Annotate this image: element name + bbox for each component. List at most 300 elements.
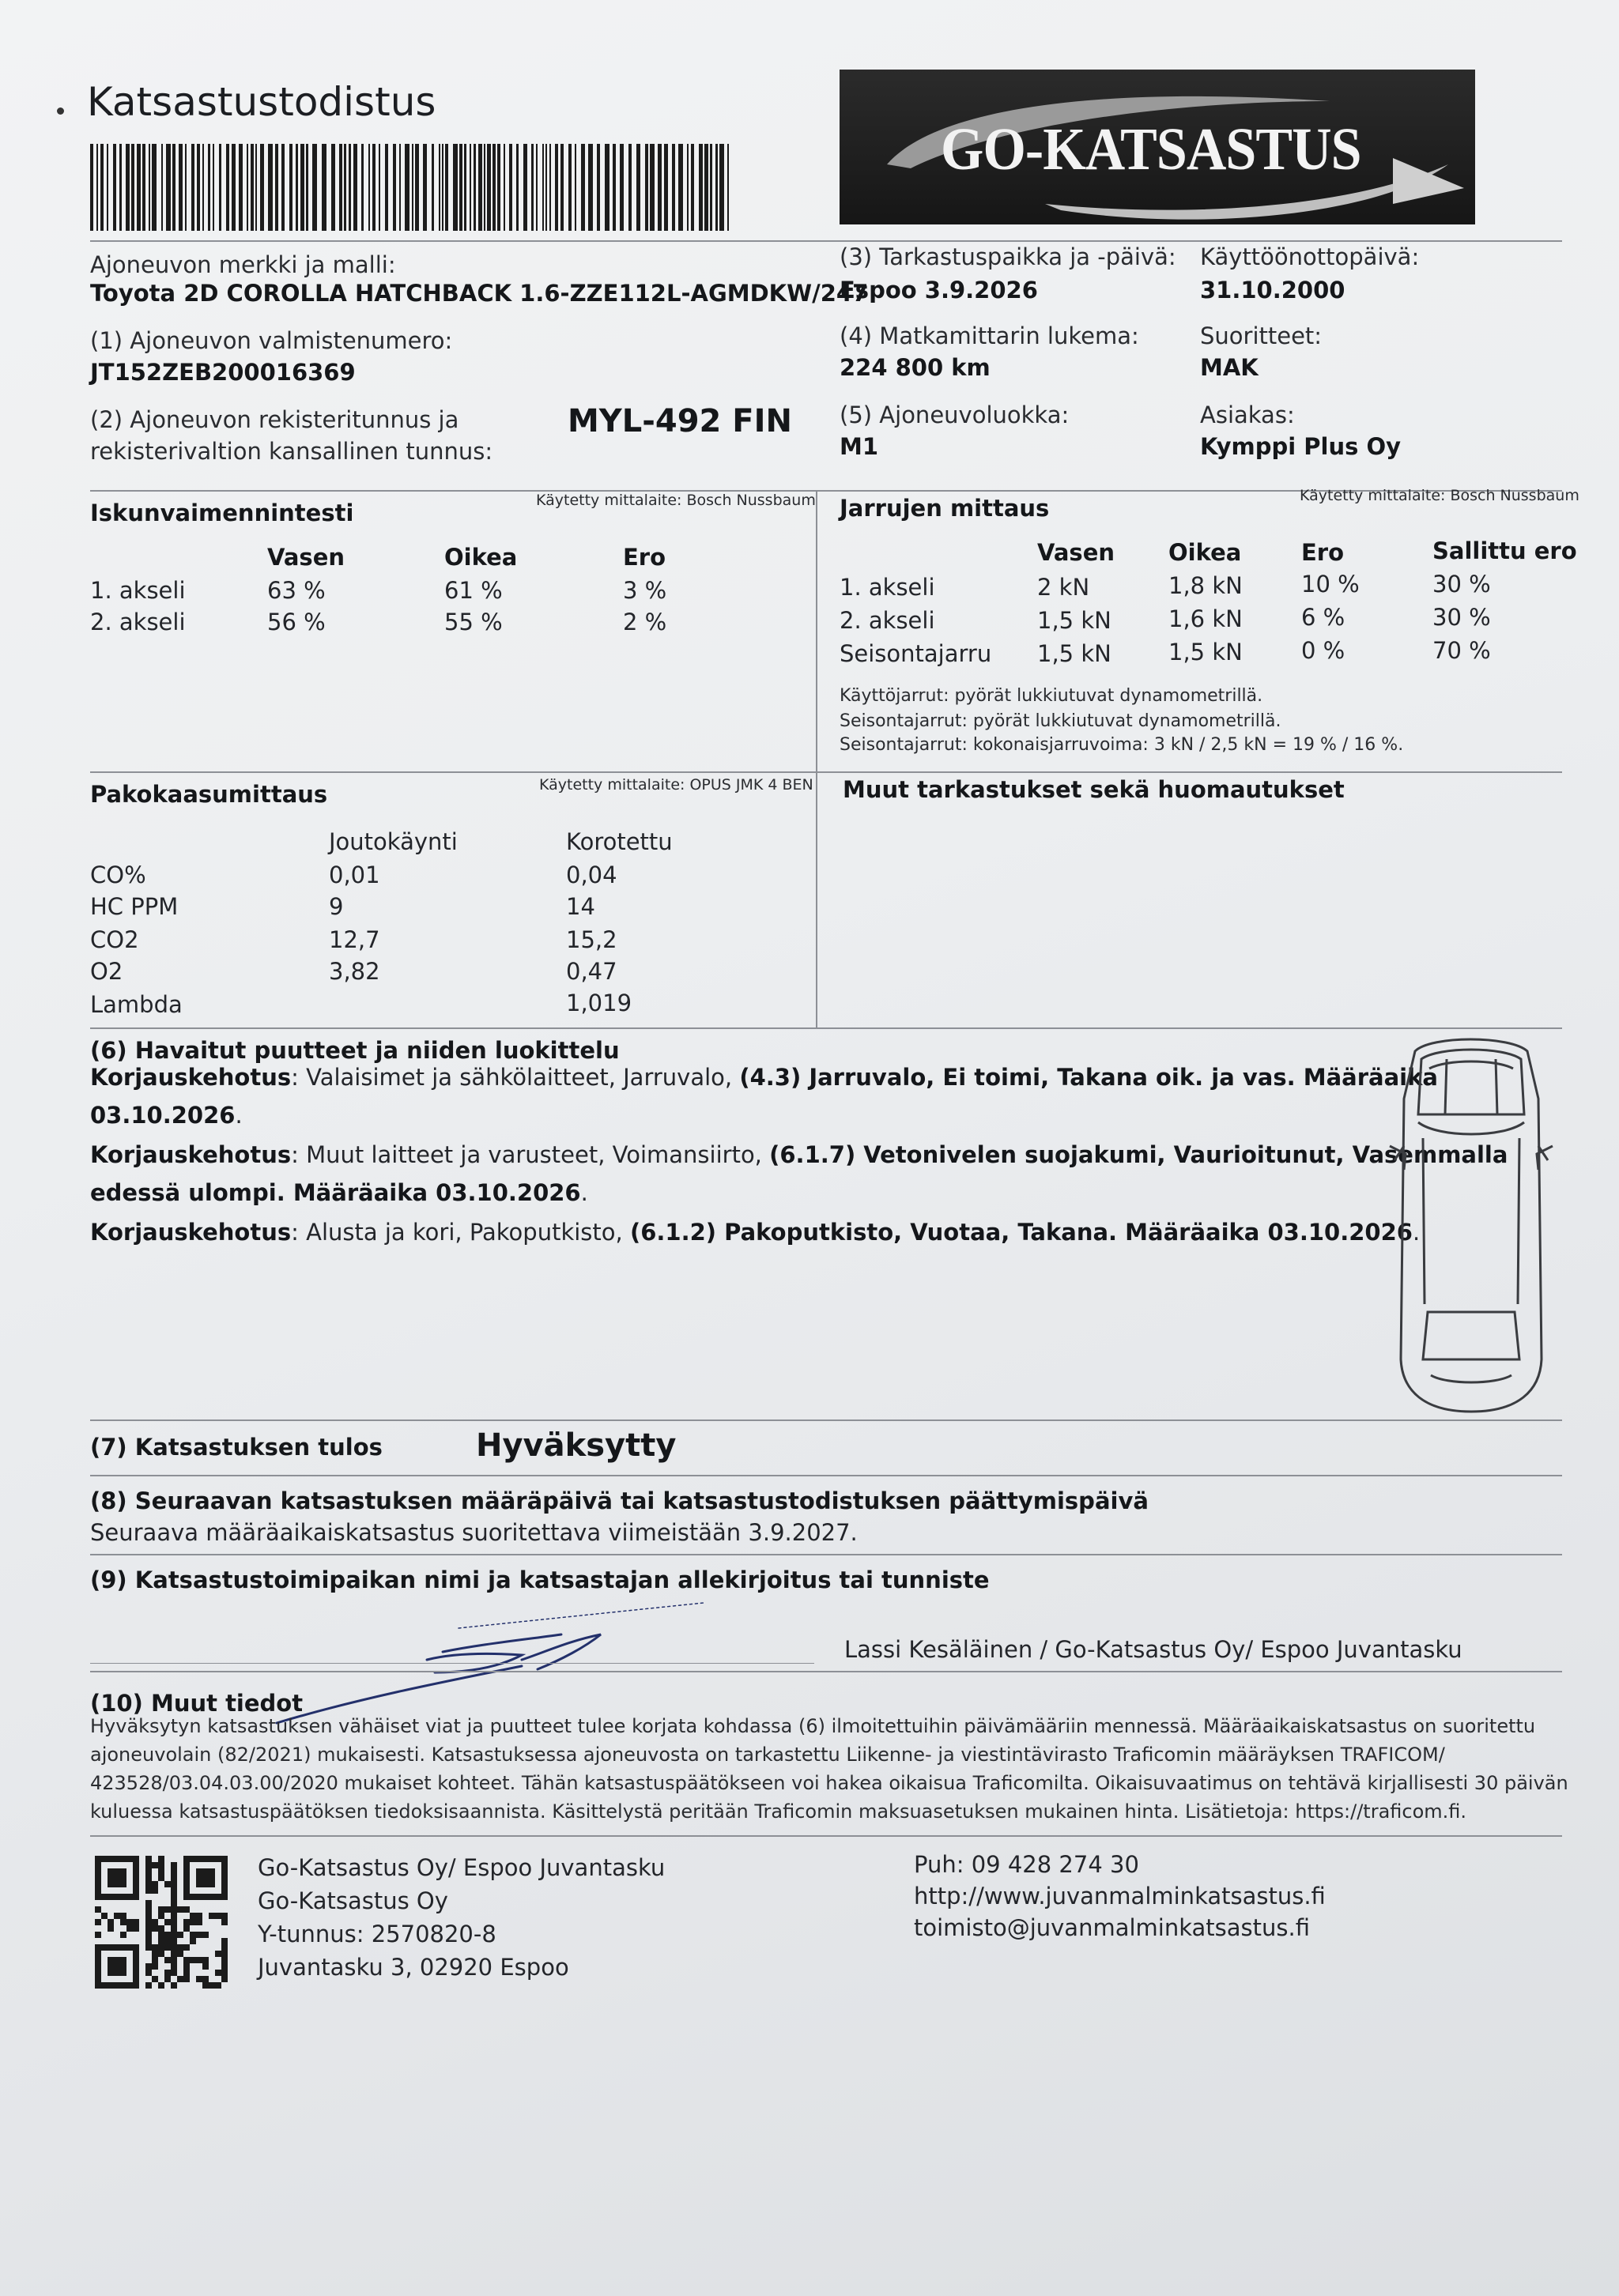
barcode-bar <box>442 144 443 231</box>
qr-module <box>95 1894 139 1900</box>
table-cell: 56 % <box>267 609 326 635</box>
qr-module <box>145 1963 152 1970</box>
table-row-label: Lambda <box>90 991 183 1018</box>
qr-module <box>152 1963 158 1970</box>
qr-module <box>183 1925 190 1932</box>
qr-module <box>221 1856 228 1900</box>
qr-module <box>145 1881 152 1887</box>
shock-header-left: Vasen <box>267 544 345 571</box>
barcode-bar <box>393 144 396 231</box>
place-label: (3) Tarkastuspaikka ja -päivä: <box>840 243 1176 270</box>
footer-phone: Puh: 09 428 274 30 <box>914 1851 1139 1878</box>
defect-text: : Valaisimet ja sähkölaitteet, Jarruvalo, <box>291 1064 740 1091</box>
barcode-bar <box>478 144 482 231</box>
barcode-bar <box>219 144 221 231</box>
defect-line <box>90 1141 1508 1168</box>
table-cell: 12,7 <box>329 926 380 953</box>
table-cell: 30 % <box>1432 604 1491 631</box>
qr-module <box>171 1970 177 1976</box>
barcode-bar <box>497 144 500 231</box>
barcode-bar <box>202 144 204 231</box>
barcode-bar <box>126 144 130 231</box>
table-cell: 1,5 kN <box>1037 607 1111 634</box>
defect-bold-text: Korjauskehotus <box>90 1219 292 1246</box>
other-info-line: Hyväksytyn katsastuksen vähäiset viat ja puutteet tulee korjata kohdassa (6) ilmoitettuihin päivämääriin mennessä. Määräaikaiskatsastus on suoritettu <box>90 1715 1536 1737</box>
next-inspection-text: Seuraava määräaikaiskatsastus suoritettava viimeistään 3.9.2027. <box>90 1519 858 1546</box>
barcode-bar <box>255 144 257 231</box>
defect-bold-text: (6.1.7) Vetonivelen suojakumi, Vaurioitunut, Vasemmalla <box>769 1141 1508 1168</box>
qr-module <box>95 1919 101 1925</box>
qr-module <box>177 1906 183 1913</box>
barcode-bar <box>275 144 278 231</box>
barcode-bar <box>191 144 194 231</box>
customer-label: Asiakas: <box>1200 402 1295 428</box>
table-cell: 15,2 <box>566 926 617 953</box>
defect-bold-text: (6.1.2) Pakoputkisto, Vuotaa, Takana. Määräaika 03.10.2026 <box>629 1219 1413 1246</box>
barcode-bar <box>322 144 326 231</box>
qr-module <box>215 1951 221 1957</box>
make-model-value: Toyota 2D COROLLA HATCHBACK 1.6-ZZE112L-AGMDKW/247 <box>90 280 869 307</box>
footer-company-line: Y-tunnus: 2570820-8 <box>258 1921 496 1947</box>
qr-module <box>171 1957 177 1963</box>
qr-module <box>158 1932 164 1938</box>
result-value: Hyväksytty <box>476 1427 677 1464</box>
barcode-bar <box>509 144 512 231</box>
qr-module <box>133 1919 139 1925</box>
qr-module <box>209 1982 215 1989</box>
qr-module <box>183 1944 190 1951</box>
table-cell: 9 <box>329 893 344 920</box>
barcode-bar <box>247 144 248 231</box>
footer-company-line: Go-Katsastus Oy/ Espoo Juvantasku <box>258 1854 666 1881</box>
qr-module <box>221 1970 228 1976</box>
table-row-label: 2. akseli <box>90 609 186 635</box>
brakes-title: Jarrujen mittaus <box>840 495 1050 522</box>
barcode-bar <box>208 144 210 231</box>
qr-module <box>95 1856 139 1862</box>
qr-module <box>145 1938 152 1944</box>
qr-module <box>190 1938 196 1944</box>
exhaust-header-idle: Joutokäynti <box>329 828 458 855</box>
defect-bold-text: Korjauskehotus <box>90 1064 292 1091</box>
qr-module <box>164 1906 171 1913</box>
barcode-bar <box>484 144 485 231</box>
barcode-bar <box>349 144 351 231</box>
qr-module <box>171 1963 177 1970</box>
qr-module <box>221 1976 228 1982</box>
barcode-bar <box>474 144 476 231</box>
barcode-bar <box>453 144 458 231</box>
qr-module <box>158 1982 164 1989</box>
shock-title: Iskunvaimennintesti <box>90 500 354 526</box>
qr-module <box>164 1919 171 1925</box>
qr-module <box>202 1976 209 1982</box>
barcode-bar <box>650 144 655 231</box>
defect-bold-text: (4.3) Jarruvalo, Ei toimi, Takana oik. ja vas. Määräaika <box>739 1064 1438 1091</box>
qr-module <box>183 1856 190 1900</box>
table-row-label: 1. akseli <box>90 577 186 604</box>
qr-module <box>171 1875 177 1881</box>
table-cell: 0,04 <box>566 861 617 888</box>
barcode-bar <box>575 144 576 231</box>
divider <box>90 240 1562 242</box>
divider <box>90 1835 1562 1837</box>
barcode-bar <box>423 144 427 231</box>
table-row-label: O2 <box>90 958 123 985</box>
qr-module <box>152 1957 158 1963</box>
qr-module <box>108 1925 114 1932</box>
barcode-bar <box>445 144 448 231</box>
barcode-bar <box>542 144 544 231</box>
barcode-bar <box>549 144 551 231</box>
qr-module <box>183 1976 190 1982</box>
qr-module <box>158 1868 164 1875</box>
qr-module <box>120 1919 126 1925</box>
qr-module <box>171 1887 177 1894</box>
table-cell: 70 % <box>1432 637 1491 664</box>
barcode-bar <box>306 144 308 231</box>
qr-module <box>171 1868 177 1875</box>
divider <box>90 771 1562 773</box>
barcode-bar <box>251 144 254 231</box>
table-row-label: HC PPM <box>90 893 179 920</box>
barcode-bar <box>344 144 346 231</box>
qr-module <box>164 1944 171 1951</box>
qr-module <box>120 1932 126 1938</box>
next-inspection-label: (8) Seuraavan katsastuksen määräpäivä tai katsastustodistuksen päättymispäivä <box>90 1487 1149 1514</box>
intro-date-value: 31.10.2000 <box>1200 277 1345 303</box>
qr-module <box>95 1932 101 1938</box>
barcode-bar <box>710 144 712 231</box>
barcode-bar <box>152 144 157 231</box>
odometer-value: 224 800 km <box>840 354 991 381</box>
barcode-bar <box>560 144 564 231</box>
footer-website-link[interactable]: http://www.juvanmalminkatsastus.fi <box>914 1883 1326 1910</box>
barcode-bar <box>658 144 662 231</box>
barcode-bar <box>412 144 413 231</box>
qr-module <box>145 1875 152 1881</box>
qr-module <box>152 1925 158 1932</box>
qr-module <box>164 1881 171 1887</box>
qr-module <box>171 1881 177 1887</box>
qr-module <box>158 1856 164 1862</box>
barcode-bar <box>113 144 116 231</box>
barcode-bar <box>536 144 538 231</box>
qr-module <box>152 1951 158 1957</box>
barcode-bar <box>372 144 376 231</box>
table-cell: 0 % <box>1301 637 1345 664</box>
inspector-name: Lassi Kesäläinen / Go-Katsastus Oy/ Espoo Juvantasku <box>844 1636 1462 1663</box>
qr-module <box>133 1925 139 1932</box>
odometer-label: (4) Matkamittarin lukema: <box>840 322 1139 349</box>
barcode-bar <box>226 144 229 231</box>
qr-module <box>126 1925 133 1932</box>
brakes-device: Käytetty mittalaite: Bosch Nussbaum <box>1300 487 1579 504</box>
barcode-bar <box>415 144 419 231</box>
barcode-bar <box>672 144 675 231</box>
barcode-bar <box>439 144 440 231</box>
brakes-note: Seisontajarrut: kokonaisjarruvoima: 3 kN / 2,5 kN = 19 % / 16 %. <box>840 735 1404 755</box>
table-cell: 30 % <box>1432 571 1491 598</box>
barcode-bar <box>555 144 558 231</box>
barcode-bar <box>385 144 388 231</box>
qr-module <box>158 1913 164 1919</box>
barcode-bar <box>568 144 572 231</box>
barcode-bar <box>691 144 694 231</box>
barcode-bar <box>459 144 462 231</box>
qr-module <box>177 1976 183 1982</box>
qr-module <box>158 1951 164 1957</box>
barcode-bar <box>142 144 145 231</box>
table-row-label: 2. akseli <box>840 607 935 634</box>
qr-module <box>164 1976 171 1982</box>
qr-module <box>95 1944 139 1951</box>
defect-line <box>90 1179 588 1206</box>
other-info-line: kuluessa katsastuspäätöksen tiedoksisaannista. Käsittelystä peritään Traficomin maksuasetuksen mukainen hinta. Lisätietoja: https://traficom.fi. <box>90 1800 1467 1823</box>
barcode-bar <box>597 144 600 231</box>
table-cell: 1,8 kN <box>1168 572 1243 599</box>
qr-module <box>152 1887 158 1894</box>
qr-module <box>152 1976 158 1982</box>
exhaust-title: Pakokaasumittaus <box>90 781 328 808</box>
barcode-bar <box>296 144 298 231</box>
defect-bold-text: edessä ulompi. Määräaika 03.10.2026 <box>90 1179 581 1206</box>
qr-module <box>196 1868 215 1887</box>
barcode-bar <box>281 144 285 231</box>
defect-bold-text: 03.10.2026 <box>90 1102 236 1129</box>
barcode-bar <box>727 144 729 231</box>
qr-module <box>126 1919 133 1925</box>
qr-module <box>190 1957 196 1963</box>
barcode-bar <box>260 144 264 231</box>
qr-module <box>171 1919 177 1925</box>
table-cell: 1,5 kN <box>1037 640 1111 667</box>
qr-module <box>101 1913 108 1919</box>
table-cell: 2 kN <box>1037 574 1090 601</box>
qr-module <box>171 1900 177 1906</box>
table-row-label: CO2 <box>90 926 139 953</box>
qr-module <box>177 1932 183 1938</box>
qr-module <box>108 1957 126 1976</box>
qr-module <box>221 1919 228 1925</box>
signature-label: (9) Katsastustoimipaikan nimi ja katsastajan allekirjoitus tai tunniste <box>90 1566 990 1593</box>
barcode-bar <box>715 144 718 231</box>
column-divider <box>816 490 817 1027</box>
exhaust-header-raised: Korotettu <box>566 828 673 855</box>
defect-text: : Muut laitteet ja varusteet, Voimansiirto, <box>291 1141 770 1168</box>
qr-module <box>164 1938 171 1944</box>
brakes-header-allowed: Sallittu ero <box>1432 537 1577 564</box>
qr-module <box>171 1982 177 1989</box>
qr-module <box>145 1862 152 1868</box>
defect-text: . <box>1412 1219 1421 1246</box>
qr-module <box>209 1913 215 1919</box>
qr-module <box>158 1862 164 1868</box>
barcode-bar <box>131 144 134 231</box>
qr-module <box>145 1932 152 1938</box>
qr-module <box>145 1856 152 1862</box>
defect-line <box>90 1219 1420 1246</box>
table-cell: 0,47 <box>566 958 617 985</box>
table-cell: 3 % <box>623 577 667 604</box>
document-title: Katsastustodistus <box>87 79 436 125</box>
barcode-bar <box>368 144 370 231</box>
defect-line <box>90 1102 243 1129</box>
qr-module <box>221 1938 228 1944</box>
brakes-note: Seisontajarrut: pyörät lukkiutuvat dynamometrillä. <box>840 711 1281 731</box>
table-cell: 14 <box>566 893 595 920</box>
car-diagram-icon <box>1383 1027 1559 1419</box>
table-cell: 10 % <box>1301 571 1360 598</box>
qr-module <box>145 1919 152 1925</box>
barcode-bar <box>687 144 689 231</box>
barcode-bar <box>487 144 491 231</box>
barcode-bar <box>636 144 640 231</box>
performance-label: Suoritteet: <box>1200 322 1323 349</box>
qr-module <box>158 1938 164 1944</box>
barcode-bar <box>704 144 708 231</box>
qr-module <box>145 1913 152 1919</box>
divider <box>90 1419 1562 1421</box>
qr-module <box>145 1900 152 1906</box>
barcode-bar <box>268 144 273 231</box>
barcode-bar <box>185 144 187 231</box>
divider <box>90 1027 1562 1029</box>
reg-label-1: (2) Ajoneuvon rekisteritunnus ja <box>90 406 459 433</box>
qr-module <box>221 1944 228 1951</box>
defect-text: . <box>235 1102 243 1129</box>
barcode-bar <box>161 144 163 231</box>
barcode-bar <box>166 144 171 231</box>
barcode-bar <box>405 144 409 231</box>
barcode-bar <box>678 144 683 231</box>
other-info-title: (10) Muut tiedot <box>90 1690 304 1717</box>
barcode-bar <box>432 144 434 231</box>
qr-module <box>158 1925 164 1932</box>
qr-module <box>145 1982 152 1989</box>
qr-module <box>95 1906 101 1913</box>
qr-module <box>221 1951 228 1957</box>
qr-module <box>215 1970 221 1976</box>
table-row-label: Seisontajarru <box>840 640 992 667</box>
brakes-note: Käyttöjarrut: pyörät lukkiutuvat dynamometrillä. <box>840 686 1263 706</box>
table-cell: 55 % <box>444 609 503 635</box>
barcode-bar <box>100 144 104 231</box>
barcode-bar <box>516 144 519 231</box>
footer-company-line: Go-Katsastus Oy <box>258 1887 448 1914</box>
barcode-bar <box>339 144 342 231</box>
qr-module <box>202 1932 209 1938</box>
qr-module <box>196 1913 202 1919</box>
barcode-bar <box>664 144 668 231</box>
intro-date-label: Käyttöönottopäivä: <box>1200 243 1420 270</box>
qr-module <box>145 1970 152 1976</box>
qr-module <box>171 1862 177 1868</box>
go-katsastus-logo <box>840 70 1475 224</box>
qr-module <box>158 1875 164 1881</box>
result-label: (7) Katsastuksen tulos <box>90 1434 383 1461</box>
defect-bold-text: Korjauskehotus <box>90 1141 292 1168</box>
defects-title: (6) Havaitut puutteet ja niiden luokittelu <box>90 1037 620 1064</box>
barcode-bar <box>239 144 243 231</box>
qr-module <box>221 1913 228 1919</box>
qr-module <box>171 1925 177 1932</box>
barcode-bar <box>300 144 304 231</box>
barcode-bar <box>119 144 122 231</box>
qr-module <box>145 1944 152 1951</box>
barcode-bar <box>96 144 98 231</box>
signature-line <box>90 1663 814 1664</box>
table-cell: 0,01 <box>329 861 380 888</box>
barcode-bar <box>312 144 317 231</box>
divider <box>90 1475 1562 1476</box>
qr-module <box>196 1976 202 1982</box>
qr-module <box>196 1919 202 1925</box>
defect-line <box>90 1064 1438 1091</box>
footer-company-line: Juvantasku 3, 02920 Espoo <box>258 1954 569 1981</box>
table-cell: 2 % <box>623 609 667 635</box>
reg-label-2: rekisterivaltion kansallinen tunnus: <box>90 438 493 465</box>
table-cell: 1,5 kN <box>1168 639 1243 665</box>
qr-module <box>95 1944 101 1989</box>
qr-module <box>164 1932 171 1938</box>
defect-text: . <box>580 1179 588 1206</box>
shock-header-right: Oikea <box>444 544 518 571</box>
qr-module <box>95 1982 139 1989</box>
qr-module <box>183 1957 190 1963</box>
qr-module <box>171 1913 177 1919</box>
barcode-bar <box>107 144 108 231</box>
defect-text: : Alusta ja kori, Pakoputkisto, <box>291 1219 630 1246</box>
qr-module <box>95 1856 101 1900</box>
barcode-bar <box>492 144 496 231</box>
qr-module <box>183 1919 190 1925</box>
customer-value: Kymppi Plus Oy <box>1200 433 1402 460</box>
qr-module <box>108 1868 126 1887</box>
barcode-bar <box>289 144 292 231</box>
barcode-bar <box>523 144 527 231</box>
divider <box>90 1671 1562 1672</box>
barcode-bar <box>331 144 335 231</box>
qr-module <box>152 1881 158 1887</box>
barcode-bar <box>353 144 357 231</box>
barcode-bar <box>719 144 724 231</box>
qr-module <box>171 1932 177 1938</box>
footer-email-link[interactable]: toimisto@juvanmalminkatsastus.fi <box>914 1914 1310 1941</box>
brakes-header-diff: Ero <box>1301 539 1345 566</box>
vehicle-class-value: M1 <box>840 433 879 460</box>
qr-module <box>221 1957 228 1963</box>
qr-module <box>221 1963 228 1970</box>
qr-module <box>152 1919 158 1925</box>
qr-module <box>190 1932 196 1938</box>
qr-module <box>196 1932 202 1938</box>
vin-value: JT152ZEB200016369 <box>90 359 356 386</box>
barcode-bar <box>628 144 632 231</box>
barcode-bar <box>645 144 648 231</box>
other-checks-title: Muut tarkastukset sekä huomautukset <box>843 776 1345 803</box>
barcode-bar <box>137 144 141 231</box>
qr-module <box>152 1862 158 1868</box>
barcode-bar <box>172 144 175 231</box>
bullet-dot <box>57 107 64 115</box>
logo-text: GO-KATSASTUS <box>941 116 1361 183</box>
table-row-label: CO% <box>90 861 146 888</box>
reg-value: MYL-492 FIN <box>568 403 792 439</box>
barcode-bar <box>464 144 466 231</box>
brakes-header-left: Vasen <box>1037 539 1115 566</box>
shock-header-diff: Ero <box>623 544 666 571</box>
